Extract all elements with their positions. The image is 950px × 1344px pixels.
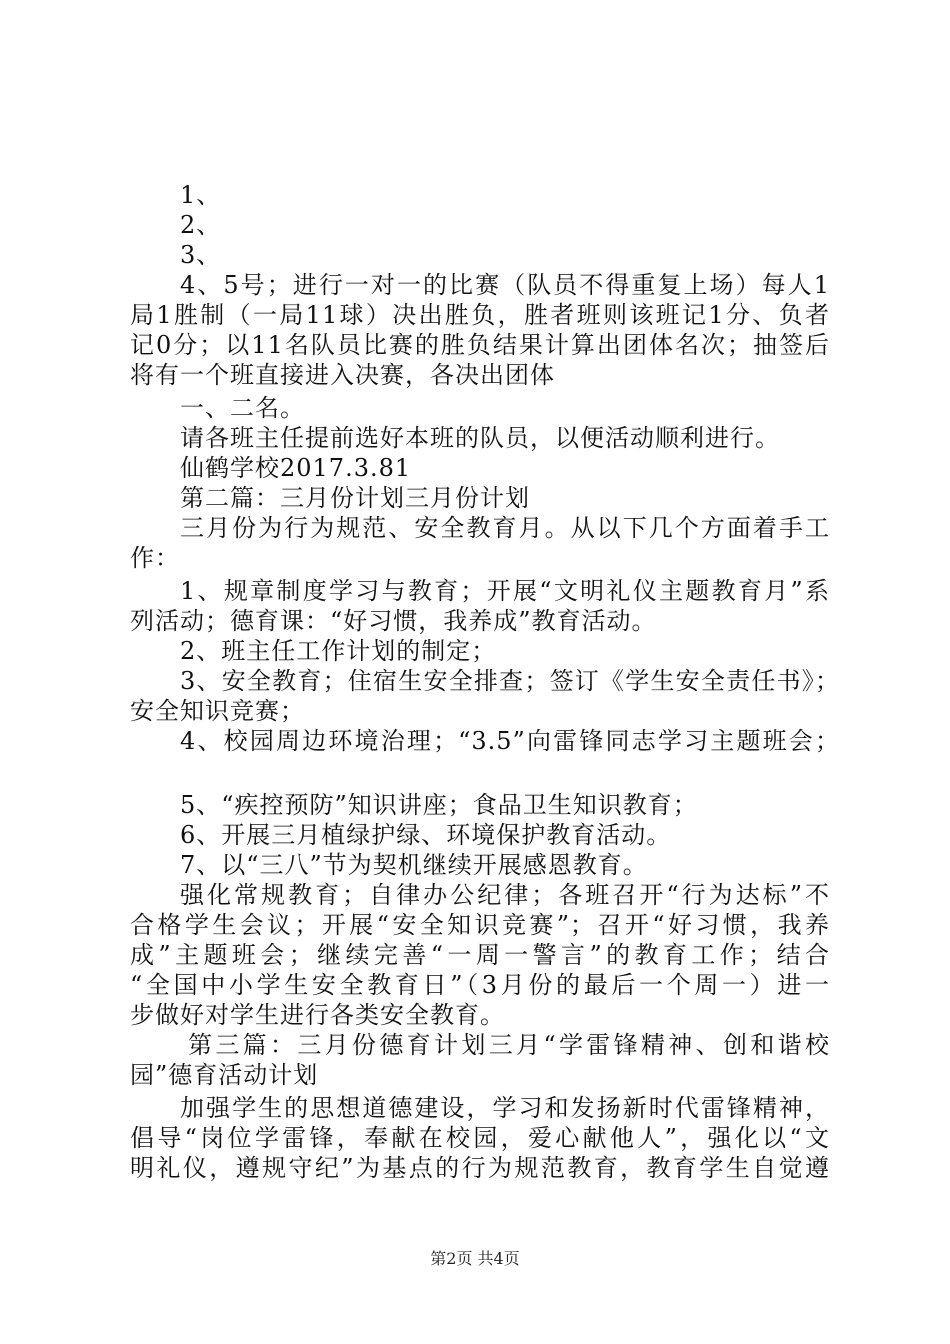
section-title: 第二篇：三月份计划三月份计划 xyxy=(180,484,530,512)
paragraph-line: 1、规章制度学习与教育；开展“文明礼仪主题教育月”系 xyxy=(180,577,830,605)
paragraph-line: 局1胜制（一局11球）决出胜负，胜者班则该班记1分、负者 xyxy=(130,301,830,329)
paragraph-line: 作： xyxy=(130,544,180,572)
paragraph-line: 记0分；以11名队员比赛的胜负结果计算出团体名次；抽签后 xyxy=(130,331,830,359)
paragraph-line: 倡导“岗位学雷锋，奉献在校园，爱心献他人”，强化以“文 xyxy=(130,1124,830,1152)
paragraph-line: 加强学生的思想道德建设，学习和发扬新时代雷锋精神， xyxy=(180,1094,830,1122)
paragraph-line: 将有一个班直接进入决赛，各决出团体 xyxy=(130,361,555,389)
paragraph-line: “全国中小学生安全教育日”（3月份的最后一个周一）进一 xyxy=(130,971,830,999)
section-title: 园”德育活动计划 xyxy=(130,1061,319,1089)
paragraph-line: 安全知识竞赛； xyxy=(130,697,305,725)
paragraph-line: 合格学生会议；开展“安全知识竞赛”；召开“好习惯，我养 xyxy=(130,911,830,939)
list-item: 5、“疾控预防”知识讲座；食品卫生知识教育； xyxy=(180,791,698,819)
paragraph-line: 步做好对学生进行各类安全教育。 xyxy=(130,1001,505,1029)
list-item: 3、安全教育；住宿生安全排查；签订《学生安全责任书》； xyxy=(180,667,840,695)
list-item: 6、开展三月植绿护绿、环境保护教育活动。 xyxy=(180,821,672,849)
list-item: 4、校园周边环境治理；“3.5”向雷锋同志学习主题班会； xyxy=(180,727,840,755)
paragraph-line: 强化常规教育；自律办公纪律；各班召开“行为达标”不 xyxy=(180,881,830,909)
list-item: 2、 xyxy=(180,211,222,239)
paragraph-line: 一、二名。 xyxy=(180,394,305,422)
list-item: 3、 xyxy=(180,241,222,269)
paragraph-line: 三月份为行为规范、安全教育月。从以下几个方面着手工 xyxy=(180,514,830,542)
list-item: 2、班主任工作计划的制定； xyxy=(180,637,497,665)
paragraph-line: 4、5号；进行一对一的比赛（队员不得重复上场）每人1 xyxy=(180,271,830,299)
list-item: 7、以“三八”节为契机继续开展感恩教育。 xyxy=(180,851,648,879)
paragraph-line: 明礼仪，遵规守纪”为基点的行为规范教育，教育学生自觉遵 xyxy=(130,1154,830,1182)
paragraph-line: 请各班主任提前选好本班的队员，以便活动顺利进行。 xyxy=(180,424,780,452)
signature-line: 仙鹤学校2017.3.81 xyxy=(180,454,412,482)
section-title: 第三篇：三月份德育计划三月“学雷锋精神、创和谐校 xyxy=(188,1031,830,1059)
list-item: 1、 xyxy=(180,181,222,209)
paragraph-line: 成”主题班会；继续完善“一周一警言”的教育工作；结合 xyxy=(130,941,830,969)
paragraph-line: 列活动；德育课：“好习惯，我养成”教育活动。 xyxy=(130,607,657,635)
page-footer: 第2页 共4页 xyxy=(430,1249,520,1268)
